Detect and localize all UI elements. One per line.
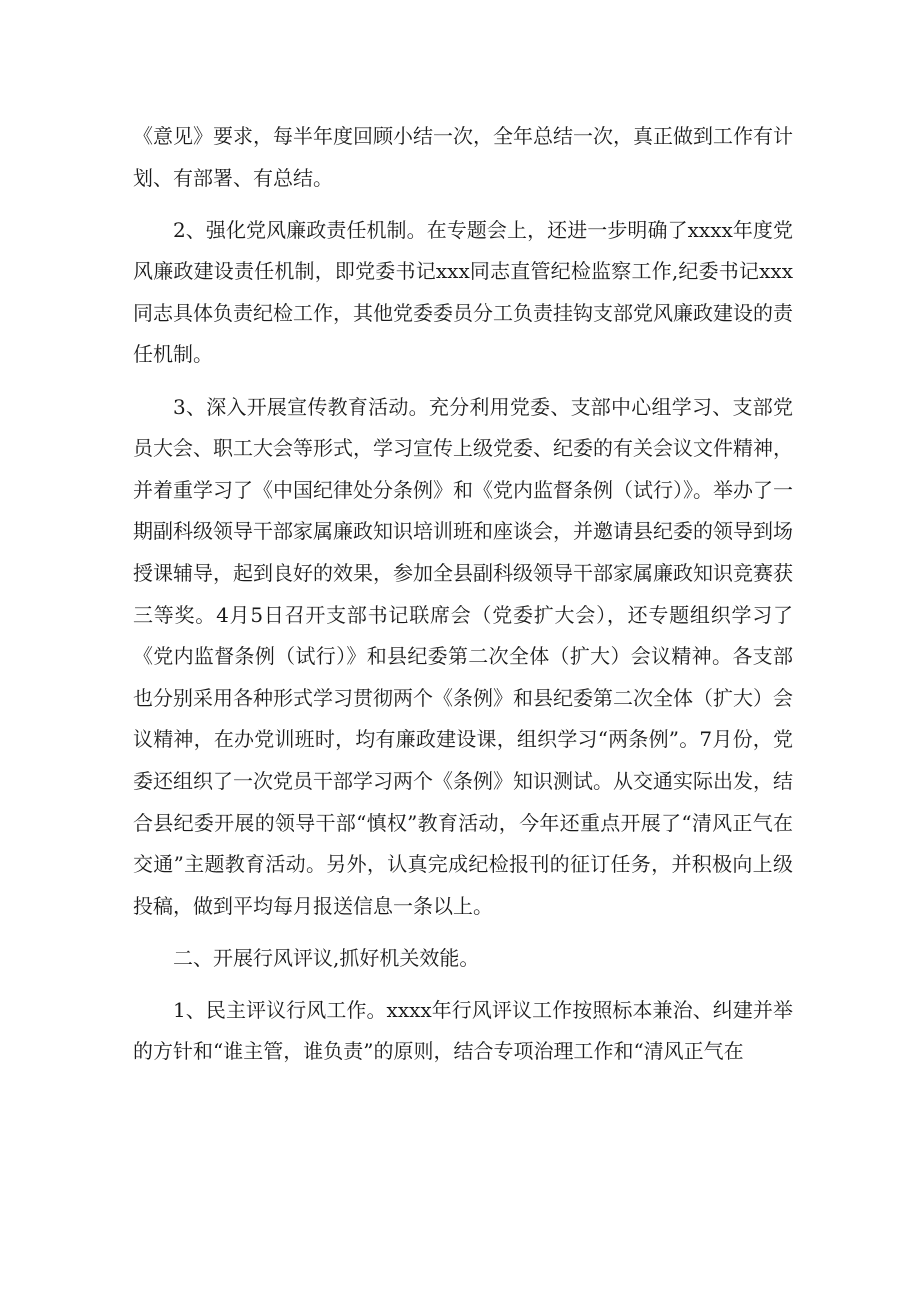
section-heading-style-review: 二、开展行风评议,抓好机关效能。	[173, 945, 480, 970]
paragraph-publicity-education: 3、深入开展宣传教育活动。充分利用党委、支部中心组学习、支部党员大会、职工大会等形式，学习宣传上级党委、纪委的有关会议文件精神，并着重学习了《中国纪律处分条例》和《党内监督条例（试行）》。举办了一期副科级领导干部家属廉政知识培训班和座谈会，并邀请县纪委的领导到场授课辅导，起到良好的效果，参加全县副科级领导干部家属廉政知识竞赛获三等奖。4月5日召开支部书记联席会（党委扩大会），还专题组织学习了《党内监督条例（试行）》和县纪委第二次全体（扩大）会议精神。各支部也分别采用各种形式学习贯彻两个《条例》和县纪委第二次全体（扩大）会议精神，在办党训班时，均有廉政建设课，组织学习“两条例”。7月份，党委还组织了一次党员干部学习两个《条例》知识测试。从交通实际出发，结合县纪委开展的领导干部“慎权”教育活动，今年还重点开展了“清风正气在交通”主题教育活动。另外，认真完成纪检报刊的征订任务，并积极向上级投稿，做到平均每月报送信息一条以上。	[133, 394, 793, 918]
document-body	[133, 116, 793, 1084]
paragraph-responsibility-mechanism: 2、强化党风廉政责任机制。在专题会上，还进一步明确了xxxx年度党风廉政建设责任机制，即党委书记xxx同志直管纪检监察工作,纪委书记xxx同志具体负责纪检工作，其他党委委员分工负责挂钩支部党风廉政建设的责任机制。	[133, 217, 793, 367]
paragraph-opinion-requirements: 《意见》要求，每半年度回顾小结一次，全年总结一次，真正做到工作有计划、有部署、有总结。	[133, 124, 793, 190]
paragraph-democratic-review: 1、民主评议行风工作。xxxx年行风评议工作按照标本兼治、纠建并举的方针和“谁主管，谁负责”的原则，结合专项治理工作和“清风正气在	[133, 997, 793, 1064]
